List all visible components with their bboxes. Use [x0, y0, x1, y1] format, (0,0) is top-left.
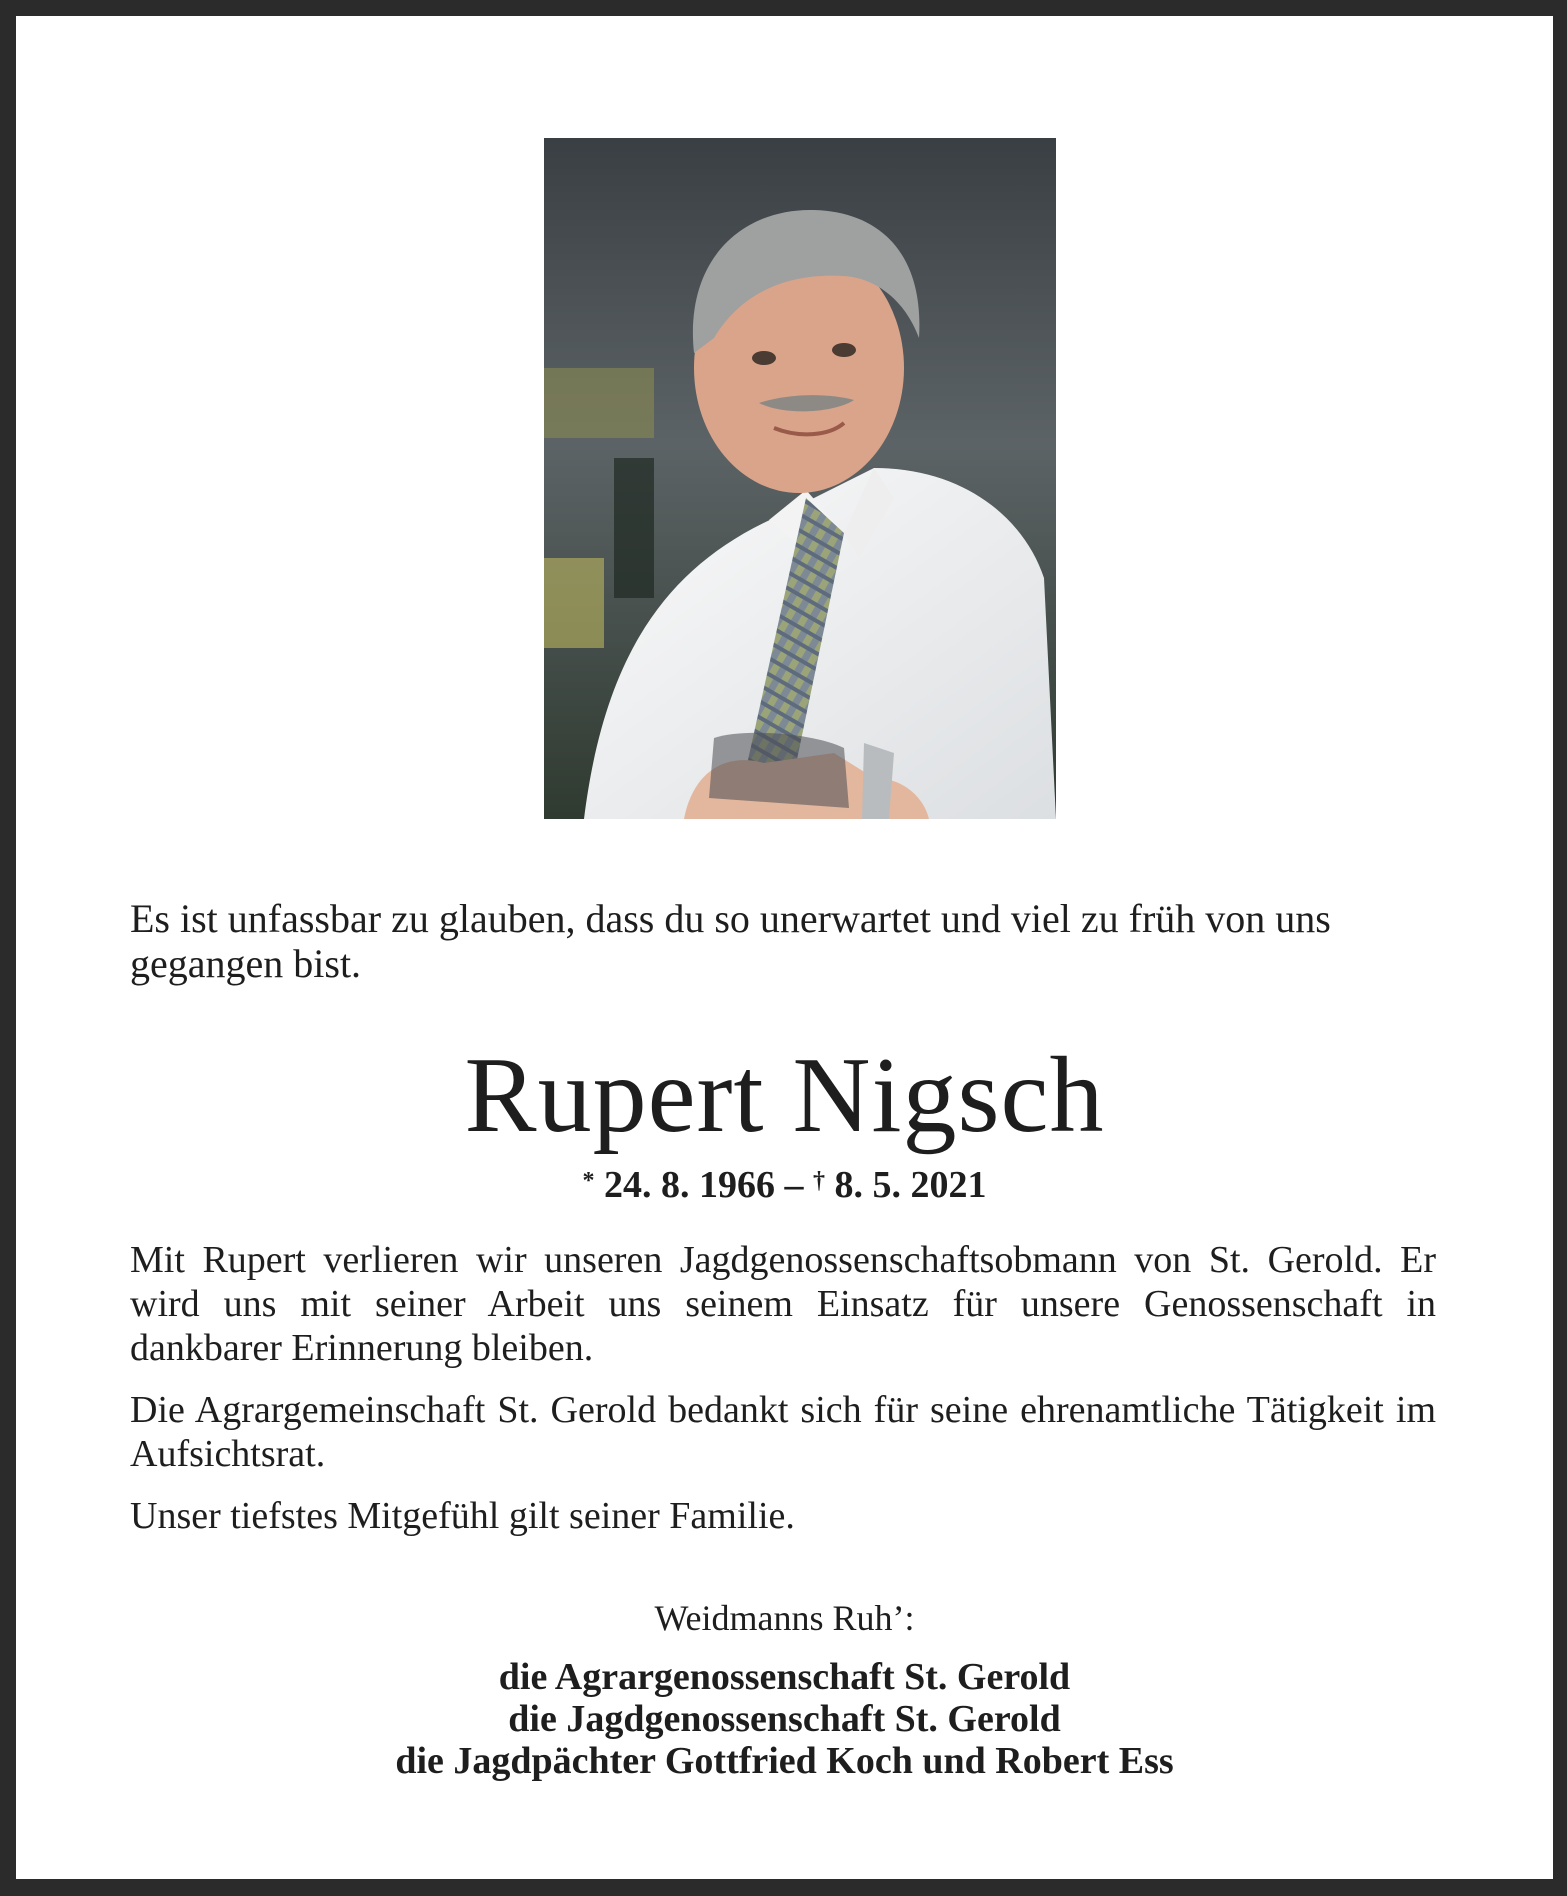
signer-line: die Jagdpächter Gottfried Koch und Robert Ess	[395, 1740, 1174, 1782]
paragraph: Unser tiefstes Mitgefühl gilt seiner Familie.	[130, 1495, 795, 1537]
deceased-name: Rupert Nigsch	[464, 1036, 1105, 1155]
portrait-photo	[544, 138, 1056, 819]
obituary-body	[130, 1238, 1436, 1556]
birth-date: 24. 8. 1966	[604, 1164, 775, 1206]
paragraph: Die Agrargemeinschaft St. Gerold bedankt sich für seine ehrenamtliche Tätigkeit im Aufsichtsrat.	[130, 1389, 1436, 1475]
signer-line: die Jagdgenossenschaft St. Gerold	[508, 1698, 1061, 1740]
closing-block	[16, 1596, 1553, 1782]
portrait-illustration	[544, 138, 1056, 819]
intro-text: Es ist unfassbar zu glauben, dass du so unerwartet und viel zu früh von uns gegangen bist.	[130, 896, 1331, 986]
signer-line: die Agrargenossenschaft St. Gerold	[498, 1656, 1071, 1698]
life-dates	[16, 1163, 1553, 1207]
date-separator: –	[784, 1164, 804, 1206]
death-symbol: †	[813, 1168, 825, 1194]
paragraph: Mit Rupert verlieren wir unseren Jagdgenossenschaftsobmann von St. Gerold. Er wird uns mit seiner Arbeit uns seinem Einsatz für unsere Genossenschaft in dankbarer Erinnerung bleiben.	[130, 1239, 1436, 1369]
death-date: 8. 5. 2021	[834, 1164, 987, 1206]
obituary-page	[16, 16, 1553, 1879]
salutation: Weidmanns Ruh’:	[654, 1598, 915, 1638]
birth-symbol: *	[582, 1168, 595, 1194]
